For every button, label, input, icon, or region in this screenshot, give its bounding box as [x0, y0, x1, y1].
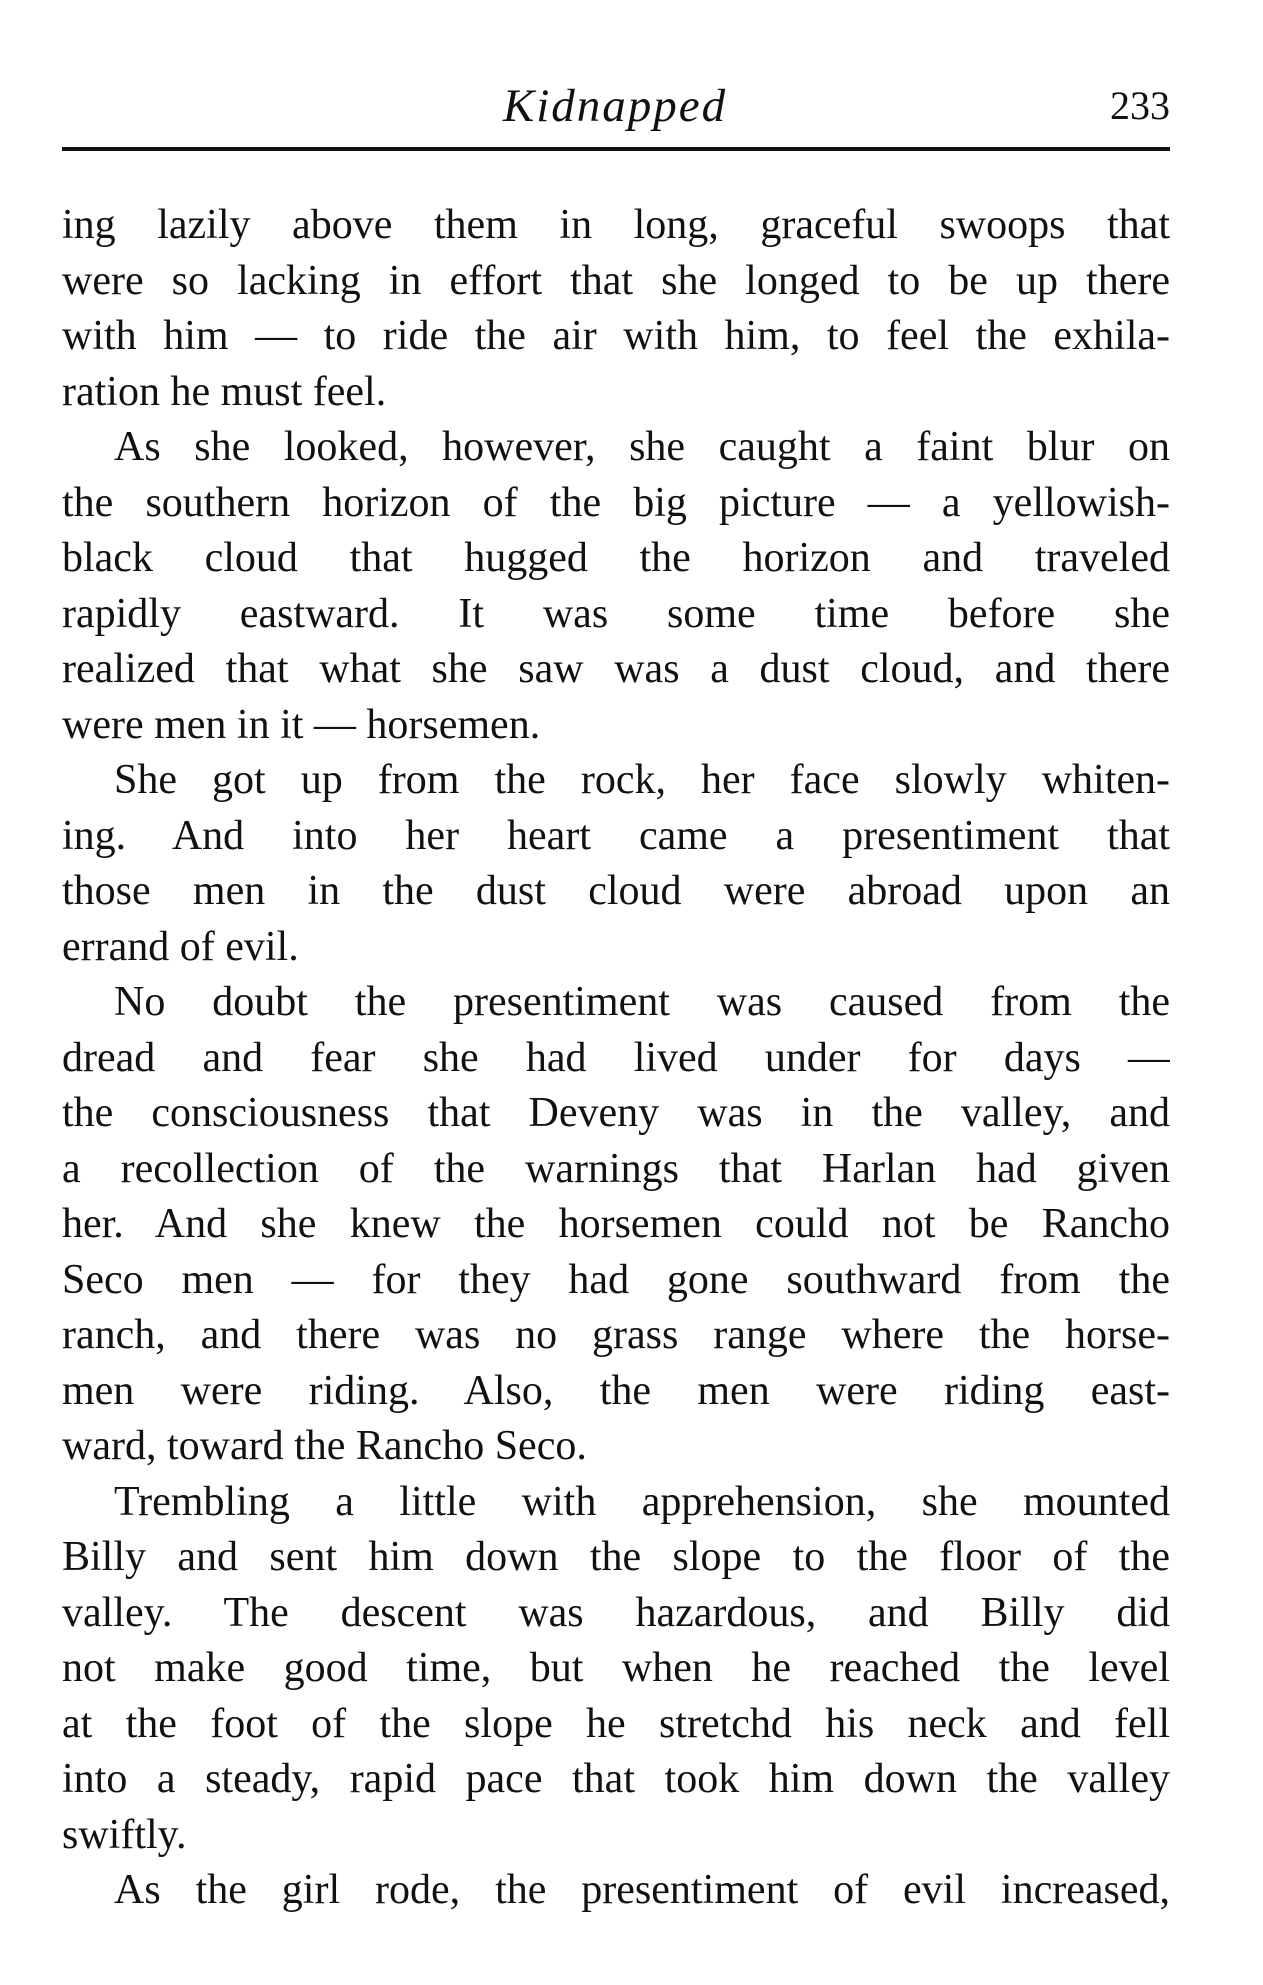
- text-line: dread and fear she had lived under for days —: [62, 1034, 1170, 1081]
- text-line: Billy and sent him down the slope to the floor of the: [62, 1534, 1170, 1580]
- text-line: were so lacking in effort that she longed to be up there: [62, 257, 1170, 304]
- text-line: black cloud that hugged the horizon and traveled: [62, 535, 1170, 581]
- text-line: As she looked, however, she caught a faint blur on: [114, 424, 1170, 470]
- text-line: Trembling a little with apprehension, she mounted: [114, 1478, 1170, 1525]
- text-line: rapidly eastward. It was some time before she: [62, 590, 1170, 637]
- header-rule: [62, 147, 1170, 151]
- text-line: ing lazily above them in long, graceful swoops that: [62, 202, 1170, 248]
- text-line: As the girl rode, the presentiment of evil increased,: [114, 1867, 1170, 1913]
- text-line: valley. The descent was hazardous, and Billy did: [62, 1589, 1170, 1636]
- text-line: at the foot of the slope he stretchd his neck and fell: [62, 1700, 1170, 1747]
- text-line: ing. And into her heart came a presentiment that: [62, 812, 1170, 859]
- text-line: a recollection of the warnings that Harlan had given: [62, 1145, 1170, 1192]
- body-text: [62, 198, 1170, 1919]
- text-line: She got up from the rock, her face slowly whiten-: [114, 757, 1170, 803]
- text-line: those men in the dust cloud were abroad upon an: [62, 868, 1170, 914]
- text-line: ward, toward the Rancho Seco.: [62, 1423, 587, 1469]
- text-line: into a steady, rapid pace that took him down the valley: [62, 1756, 1170, 1802]
- running-head: [60, 70, 1170, 140]
- text-line: ration he must feel.: [62, 368, 387, 415]
- text-line: with him — to ride the air with him, to feel the exhila-: [62, 313, 1170, 359]
- text-line: the southern horizon of the big picture — a yellowish-: [62, 479, 1170, 526]
- text-line: Seco men — for they had gone southward from the: [62, 1256, 1170, 1303]
- text-line: not make good time, but when he reached the level: [62, 1645, 1170, 1691]
- text-line: her. And she knew the horsemen could not be Rancho: [62, 1201, 1170, 1247]
- text-line: swiftly.: [62, 1811, 187, 1858]
- text-line: errand of evil.: [62, 923, 299, 970]
- text-line: were men in it — horsemen.: [62, 701, 541, 748]
- page-number: 233: [1110, 83, 1170, 128]
- text-line: the consciousness that Deveny was in the valley, and: [62, 1090, 1170, 1136]
- text-line: ranch, and there was no grass range where the horse-: [62, 1312, 1170, 1358]
- text-line: men were riding. Also, the men were riding east-: [62, 1367, 1170, 1414]
- text-line: No doubt the presentiment was caused from the: [114, 979, 1170, 1025]
- text-line: realized that what she saw was a dust cloud, and there: [62, 646, 1170, 692]
- running-title: Kidnapped: [502, 80, 728, 132]
